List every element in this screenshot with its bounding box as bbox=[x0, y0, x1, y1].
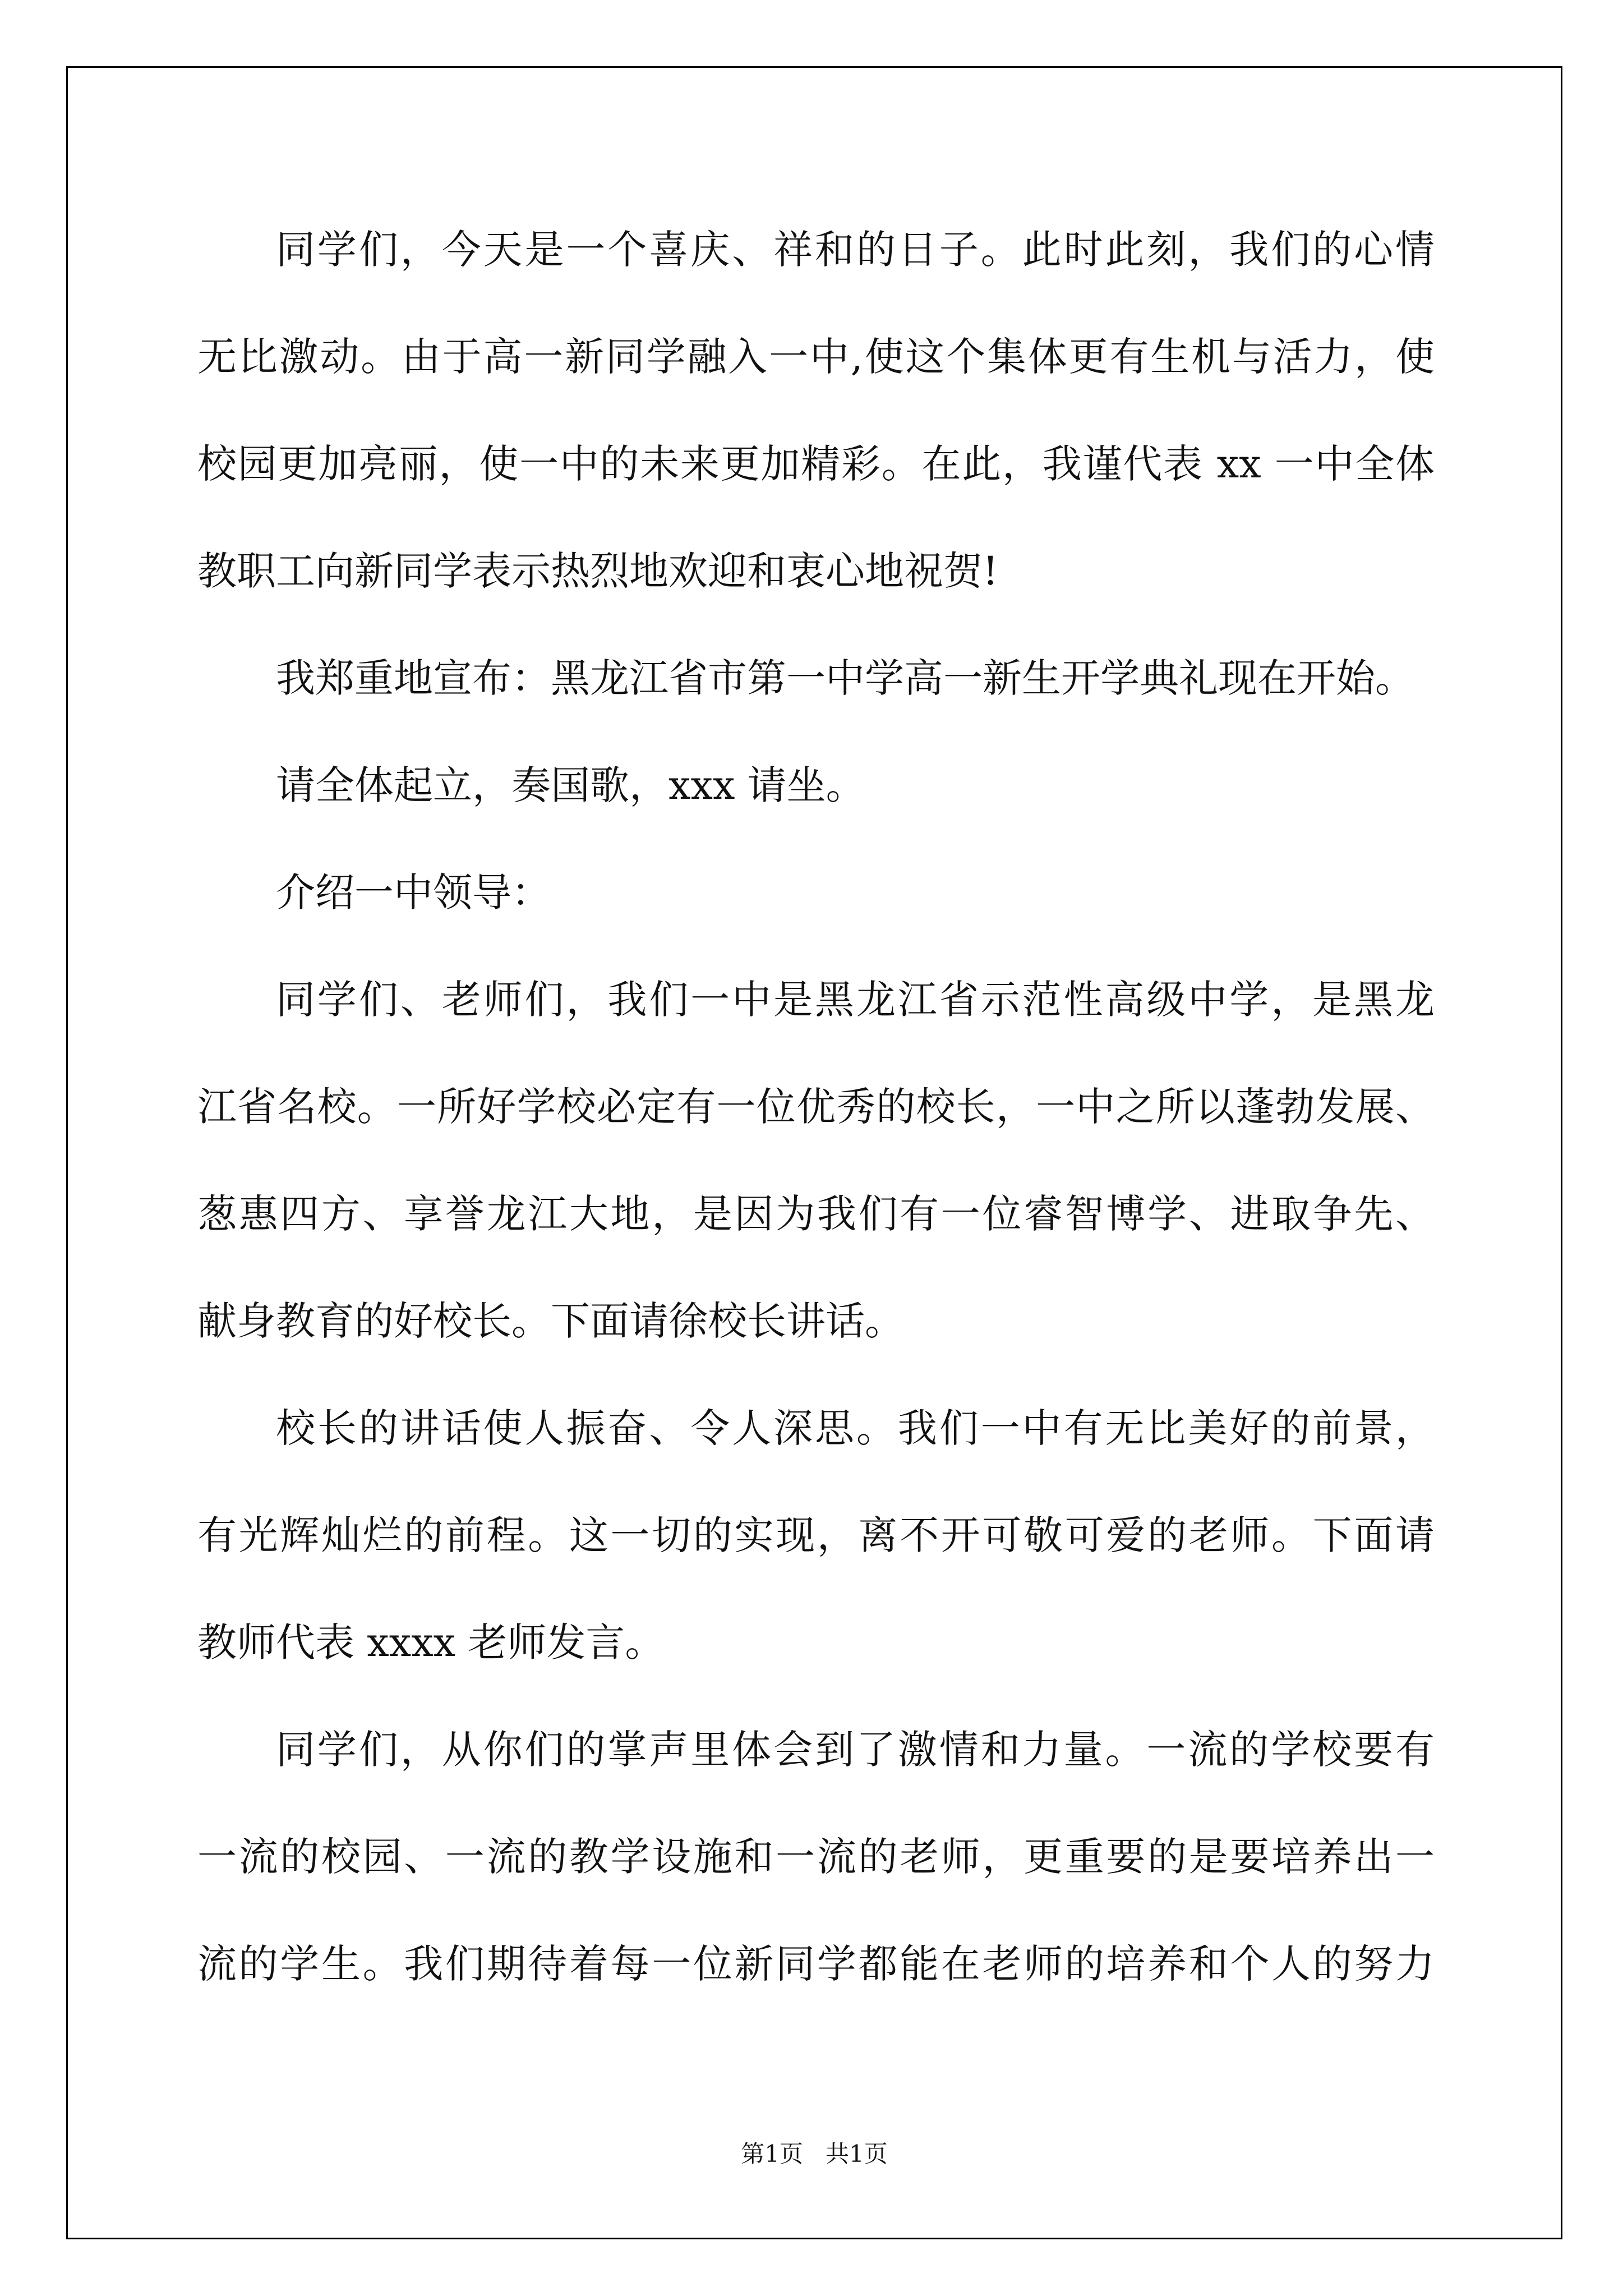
paragraph-line: 教师代表 xxxx 老师发言。 bbox=[197, 1619, 665, 1665]
paragraph bbox=[197, 625, 1435, 732]
paragraph-line: 同学们、老师们，我们一中是黑龙江省示范性高级中学，是黑龙 bbox=[276, 977, 1435, 1023]
paragraph-line: 校园更加亮丽，使一中的未来更加精彩。在此，我谨代表 xx 一中全体 bbox=[197, 441, 1435, 487]
paragraph-line: 同学们，从你们的掌声里体会到了激情和力量。一流的学校要有 bbox=[276, 1727, 1435, 1773]
paragraph bbox=[197, 732, 1435, 839]
page-footer: 第1页 共1页 bbox=[741, 2140, 888, 2168]
paragraph bbox=[197, 839, 1435, 946]
document-body bbox=[197, 196, 1435, 2018]
paragraph bbox=[197, 196, 1435, 625]
paragraph-line: 葱惠四方、享誉龙江大地，是因为我们有一位睿智博学、进取争先、 bbox=[197, 1191, 1435, 1237]
paragraph-line: 献身教育的好校长。下面请徐校长讲话。 bbox=[197, 1298, 904, 1344]
paragraph-line: 请全体起立，奏国歌，xxx 请坐。 bbox=[276, 762, 865, 808]
paragraph-line: 有光辉灿烂的前程。这一切的实现，离不开可敬可爱的老师。下面请 bbox=[197, 1512, 1435, 1558]
paragraph-line: 教职工向新同学表示热烈地欢迎和衷心地祝贺! bbox=[197, 548, 999, 594]
paragraph bbox=[197, 946, 1435, 1375]
paragraph-line: 我郑重地宣布：黑龙江省市第一中学高一新生开学典礼现在开始。 bbox=[276, 655, 1414, 701]
paragraph-line: 江省名校。一所好学校必定有一位优秀的校长，一中之所以蓬勃发展、 bbox=[197, 1084, 1435, 1130]
paragraph-line: 介绍一中领导： bbox=[276, 869, 551, 915]
paragraph bbox=[197, 1375, 1435, 1696]
paragraph-line: 无比激动。由于高一新同学融入一中,使这个集体更有生机与活力，使 bbox=[197, 334, 1435, 380]
paragraph-line: 流的学生。我们期待着每一位新同学都能在老师的培养和个人的努力 bbox=[197, 1941, 1435, 1987]
paragraph-line: 一流的校园、一流的教学设施和一流的老师，更重要的是要培养出一 bbox=[197, 1834, 1435, 1880]
paragraph bbox=[197, 1696, 1435, 2018]
paragraph-line: 校长的讲话使人振奋、令人深思。我们一中有无比美好的前景， bbox=[276, 1405, 1435, 1451]
paragraph-line: 同学们，今天是一个喜庆、祥和的日子。此时此刻，我们的心情 bbox=[276, 227, 1435, 273]
